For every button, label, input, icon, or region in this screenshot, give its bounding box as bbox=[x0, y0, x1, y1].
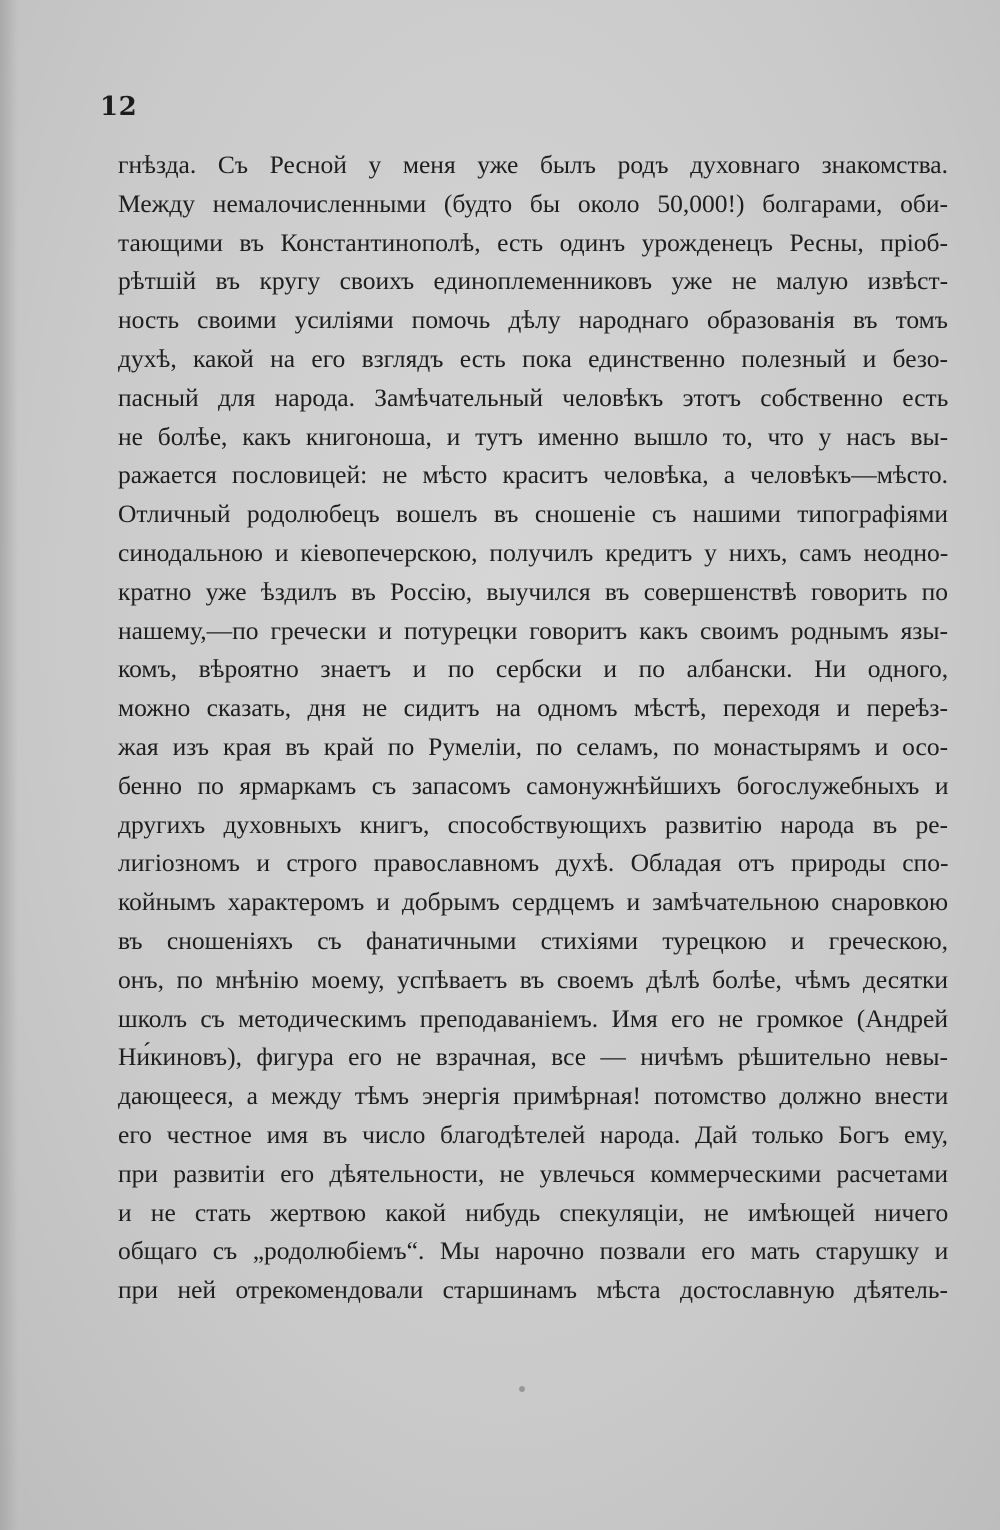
text-line: кратно уже ѣздилъ въ Россію, выучился въ совершенствѣ говорить по bbox=[118, 576, 948, 606]
text-line: Ни́киновъ), фигура его не взрачная, все — ничѣмъ рѣшительно невы- bbox=[118, 1042, 949, 1072]
text-line: другихъ духовныхъ книгъ, способствующихъ развитію народа въ ре- bbox=[118, 809, 948, 839]
text-line: комъ, вѣроятно знаетъ и по сербски и по албански. Ни одного, bbox=[118, 654, 949, 684]
page-edge-shadow bbox=[0, 0, 18, 1530]
text-line: дающееся, а между тѣмъ энергія примѣрная! потомство должно внести bbox=[118, 1081, 949, 1111]
text-line: въ сношеніяхъ съ фанатичными стихіями турецкою и греческою, bbox=[118, 925, 948, 955]
text-line: койнымъ характеромъ и добрымъ сердцемъ и замѣчательною снаровкою bbox=[118, 887, 948, 917]
text-line: синодальною и кіевопечерскою, получилъ кредитъ у нихъ, самъ неодно- bbox=[118, 537, 949, 567]
text-line: Между немалочисленными (будто бы около 50,000!) болгарами, оби- bbox=[118, 188, 949, 218]
body-text bbox=[118, 146, 948, 1310]
text-line: онъ, по мнѣнію моему, успѣваетъ въ своемъ дѣлѣ болѣе, чѣмъ десятки bbox=[118, 964, 948, 994]
text-line: тающими въ Константинополѣ, есть одинъ урожденецъ Ресны, пріоб- bbox=[118, 227, 948, 257]
text-line: духѣ, какой на его взглядъ есть пока единственно полезный и безо- bbox=[118, 343, 948, 373]
text-line: при развитіи его дѣятельности, не увлечься коммерческими расчетами bbox=[118, 1158, 949, 1188]
text-line: не болѣе, какъ книгоноша, и тутъ именно вышло то, что у насъ вы- bbox=[118, 421, 949, 451]
text-line: бенно по ярмаркамъ съ запасомъ самонужнѣйшихъ богослужебныхъ и bbox=[118, 770, 949, 800]
text-line: ность своими усиліями помочь дѣлу народнаго образованія въ томъ bbox=[118, 305, 948, 335]
text-line: Отличный родолюбецъ вошелъ въ сношеніе съ нашими типографіями bbox=[118, 499, 949, 529]
text-line: пасный для народа. Замѣчательный человѣкъ этотъ собственно есть bbox=[118, 382, 949, 412]
text-line: школъ съ методическимъ преподаваніемъ. Имя его не громкое (Андрей bbox=[118, 1003, 948, 1033]
text-line: общаго съ „родолюбіемъ“. Мы нарочно позвали его мать старушку и bbox=[118, 1236, 949, 1266]
text-line: рѣтшій въ кругу своихъ единоплеменниковъ уже не малую извѣст- bbox=[118, 266, 949, 296]
ink-smudge bbox=[519, 1386, 525, 1392]
text-line: его честное имя въ число благодѣтелей народа. Дай только Богъ ему, bbox=[118, 1119, 948, 1149]
page-number: 12 bbox=[100, 92, 138, 122]
text-line: при ней отрекомендовали старшинамъ мѣста достославную дѣятель- bbox=[118, 1275, 948, 1305]
text-line: гнѣзда. Съ Ресной у меня уже былъ родъ духовнаго знакомства. bbox=[118, 150, 948, 179]
text-line: нашему,—по гречески и потурецки говоритъ какъ своимъ роднымъ язы- bbox=[118, 615, 948, 645]
text-line: жая изъ края въ край по Румеліи, по селамъ, по монастырямъ и осо- bbox=[118, 731, 949, 761]
text-line: ражается пословицей: не мѣсто краситъ человѣка, а человѣкъ—мѣсто. bbox=[118, 460, 948, 490]
text-line: и не стать жертвою какой нибудь спекуляціи, не имѣющей ничего bbox=[118, 1197, 949, 1227]
text-line: лигіозномъ и строго православномъ духѣ. Обладая отъ природы спо- bbox=[118, 848, 949, 878]
text-line: можно сказать, дня не сидитъ на одномъ мѣстѣ, переходя и переѣз- bbox=[118, 693, 948, 723]
